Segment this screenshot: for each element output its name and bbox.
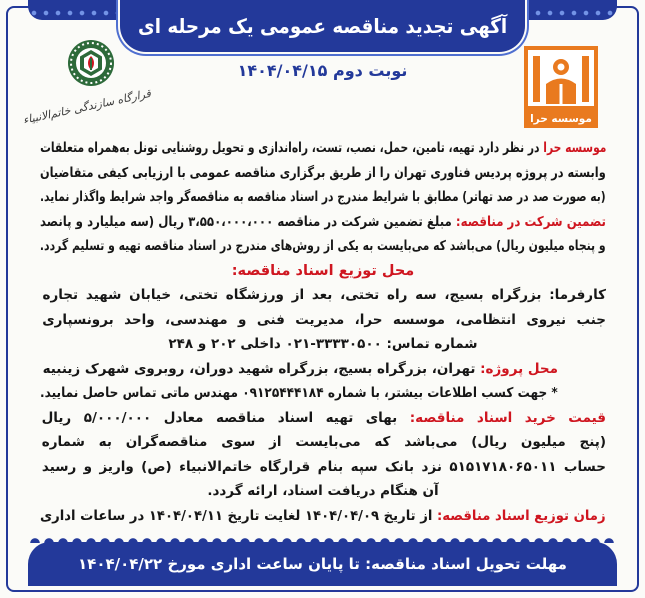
intro-line-1 <box>40 136 606 161</box>
page-title: آگهی تجدید مناقصه عمومی یک مرحله ای <box>137 14 507 38</box>
distribution-time-line <box>40 504 606 529</box>
employer-address-1: کارفرما: بزرگراه بسیج، سه راه تختی، بعد از ورزشگاه تختی، خیابان شهید تجاره <box>42 287 606 303</box>
more-info-text: * جهت کسب اطلاعات بیشتر، با شماره ۰۹۱۲۵۴۴۴۱۸۴ مهندس ماتی تماس حاصل نمایید. <box>40 385 558 401</box>
guarantee-text-1: مبلغ تضمین شرکت در مناقصه ۳،۵۵۰،۰۰۰،۰۰۰ ریال (سه میلیارد و پانصد <box>40 213 452 230</box>
right-logo-caption: موسسه حرا <box>524 110 598 128</box>
guarantee-line-1 <box>40 210 606 235</box>
distribution-time-label: زمان توزیع اسناد مناقصه: <box>437 507 606 524</box>
document-price-line-2 <box>40 430 606 455</box>
intro-text-3: (به صورت صد در صد تهاتر) مطابق با شرایط مندرج در اسناد مناقصه به مناقصه‌گر واجد شرایط واگذار نماید. <box>40 189 606 205</box>
footer-banner <box>28 542 617 586</box>
intro-text-1: در نظر دارد تهیه، تامین، حمل، نصب، تست، راه‌اندازی و تحویل روشنایی تونل به‌همراه متعلقات <box>40 140 540 156</box>
document-price-line-4 <box>40 479 606 504</box>
deadline-line <box>28 542 617 586</box>
khatam-emblem-icon <box>66 38 116 88</box>
guarantee-text-2: و پنجاه میلیون ریال) می‌باشد که می‌بایست به یکی از روش‌های مندرج در اسناد مناقصه تهیه و تسلیم گردد. <box>40 238 606 254</box>
distribution-place-heading: محل توزیع اسناد مناقصه: <box>231 262 415 279</box>
intro-text-2: وابسته در پروژه پردیس فناوری تهران را از طریق برگزاری مناقصه عمومی با ارزیابی کیفی متقاضیان <box>40 164 606 181</box>
guarantee-line-2 <box>40 234 606 259</box>
document-price-text-2: (پنج میلیون ریال) می‌باشد که می‌بایست از سوی مناقصه‌گران به شماره <box>41 434 606 450</box>
document-price-text-1: بهای تهیه اسناد مناقصه معادل ۵/۰۰۰/۰۰۰ ریال <box>41 409 398 426</box>
intro-line-2 <box>40 161 606 186</box>
document-price-text-4: آن هنگام دریافت اسناد، ارائه گردد. <box>207 483 439 499</box>
project-location-label: محل پروژه: <box>480 360 558 377</box>
document-price-label: قیمت خرید اسناد مناقصه: <box>409 409 606 426</box>
right-logo <box>524 46 598 130</box>
project-location-line <box>40 357 606 382</box>
document-price-line-3 <box>40 455 606 480</box>
document-price-line-1 <box>40 406 606 431</box>
organization-name: موسسه حرا <box>542 140 606 156</box>
guarantee-label: تضمین شرکت در مناقصه: <box>455 213 606 230</box>
edition-date: نوبت دوم ۱۴۰۴/۰۴/۱۵ <box>237 61 408 80</box>
hera-institute-logo-icon <box>524 46 598 110</box>
deadline-text: مهلت تحویل اسناد مناقصه: تا پایان ساعت اداری مورخ ۱۴۰۴/۰۴/۲۲ <box>78 555 567 573</box>
edition-date-wrap <box>170 58 475 84</box>
phone-line <box>40 332 606 357</box>
contact-phone: شماره تماس: ۳۳۳۳۰۵۰۰-۰۲۱ داخلی ۲۰۲ و ۲۴۸ <box>168 336 478 352</box>
left-logo <box>21 36 152 132</box>
distribution-place-heading-line <box>40 259 606 284</box>
employer-address-2: جنب نیروی انتظامی، موسسه حرا، مدیریت فنی و مهندسی، واحد برونسپاری <box>42 311 606 328</box>
left-logo-caption: قرارگاه سازندگی خاتم‌الانبیاء <box>21 86 152 127</box>
project-location-text: تهران، بزرگراه بسیج، بزرگراه شهید دوران، روبروی شهرک زینبیه <box>42 360 476 377</box>
employer-address-line-1 <box>40 283 606 308</box>
intro-line-3 <box>40 185 606 210</box>
more-info-line <box>40 381 606 406</box>
distribution-time-text: از تاریخ ۱۴۰۴/۰۴/۰۹ لغایت تاریخ ۱۴۰۴/۰۴/۱۱ در ساعات اداری <box>40 507 433 524</box>
header-banner <box>120 0 525 52</box>
employer-address-line-2 <box>40 308 606 333</box>
page-title-wrap <box>120 0 525 52</box>
tender-body <box>40 136 606 528</box>
document-price-text-3: حساب ۵۱۵۱۷۱۸۰۶۵۰۱۱ نزد بانک سپه بنام قرارگاه خاتم‌الانبیاء (ص) واریز و رسید <box>41 458 606 475</box>
